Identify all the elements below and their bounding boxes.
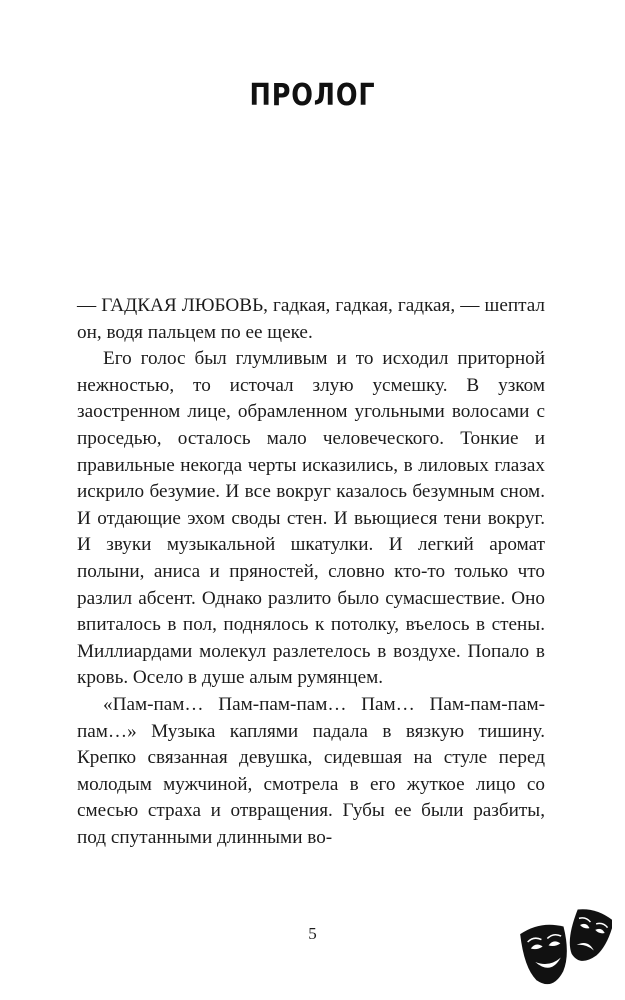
theatre-masks-icon	[520, 906, 612, 990]
page-number: 5	[308, 924, 317, 943]
paragraph-2: Его голос был глумливым и то исходил приторной нежностью, то источал злую усмешку. В узком заостренном лице, обрамленном угольными волосами с проседью, осталось мало человеческого. Тонкие и правильные некогда черты исказились, в лиловых глазах искрило безумие. И все вокруг казалось безумным сном. И отдающие эхом своды стен. И вьющиеся тени вокруг. И звуки музыкальной шкатулки. И легкий аромат полыни, аниса и пряностей, словно кто-то только что разлил абсент. Однако разлито было сумасшествие. Оно впиталось в пол, поднялось к потолку, въелось в стены. Миллиардами молекул разлетелось в воздухе. Попало в кровь. Осело в душе алым румянцем.	[77, 348, 545, 689]
chapter-title: ПРОЛОГ	[249, 78, 376, 113]
paragraph-1: — ГАДКАЯ ЛЮБОВЬ, гадкая, гадкая, гадкая, — шептал он, водя пальцем по ее щеке.	[77, 295, 545, 343]
chapter-text	[77, 293, 545, 851]
paragraph-3: «Пам-пам… Пам-пам-пам… Пам… Пам-пам-пам-пам…» Музыка каплями падала в вязкую тишину. Крепко связанная девушка, сидевшая на стуле перед молодым мужчиной, смотрела в его жуткое лицо со смесью страха и отвращения. Губы ее были разбиты, под спутанными длинными во-	[77, 693, 545, 848]
